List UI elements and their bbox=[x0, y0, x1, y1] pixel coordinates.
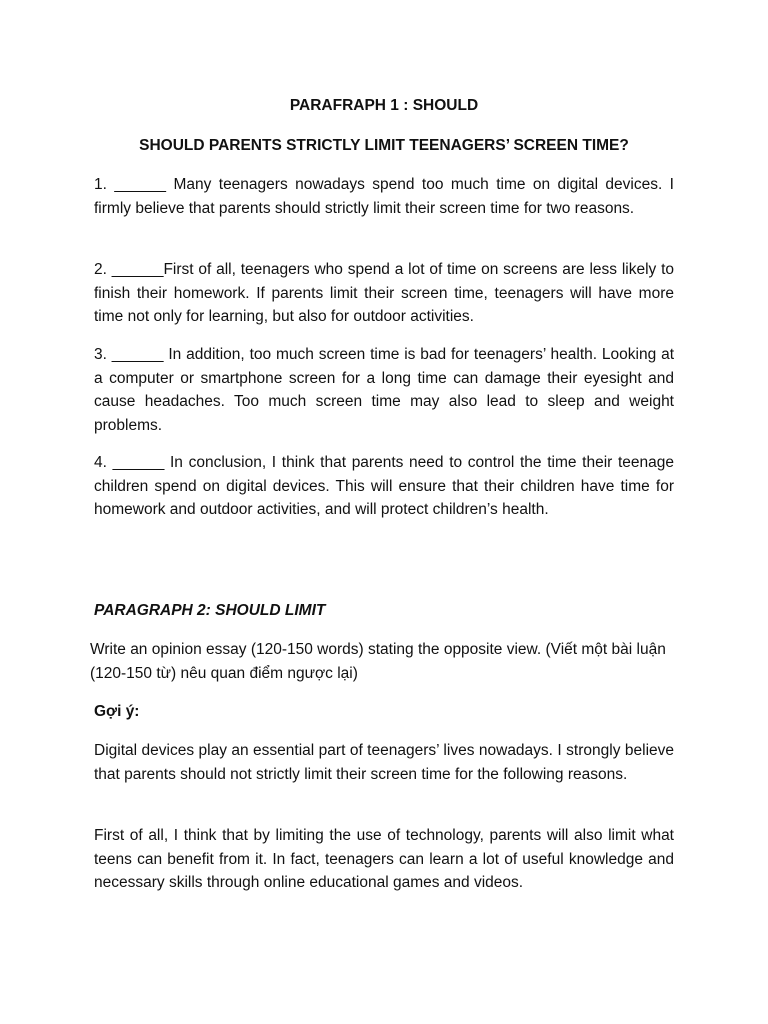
hint-label: Gợi ý: bbox=[94, 703, 140, 720]
paragraph-1-item-4: 4. ______ In conclusion, I think that parents need to control the time their teenage children spend on digital devices. This will ensure that their children have time for homework and outdoor activities, and will protect children’s health. bbox=[94, 454, 674, 518]
essay-question-title: SHOULD PARENTS STRICTLY LIMIT TEENAGERS’ SCREEN TIME? bbox=[139, 137, 629, 154]
paragraph-1-item-3: 3. ______ In addition, too much screen time is bad for teenagers’ health. Looking at a computer or smartphone screen for a long time can damage their eyesight and cause headaches. Too much screen time may also lead to sleep and weight problems. bbox=[94, 346, 674, 434]
section-2-title: PARAGRAPH 2: SHOULD LIMIT bbox=[94, 602, 326, 619]
paragraph-1-item-2: 2. ______First of all, teenagers who spend a lot of time on screens are less likely to finish their homework. If parents limit their screen time, teenagers will have more time not only for learning, but also for outdoor activities. bbox=[94, 261, 674, 325]
essay-instruction: Write an opinion essay (120-150 words) stating the opposite view. (Viết một bài luận (120-150 từ) nêu quan điểm ngược lại) bbox=[90, 641, 666, 682]
document-heading: PARAFRAPH 1 : SHOULD bbox=[289, 97, 479, 114]
hint-paragraph-1: Digital devices play an essential part of teenagers’ lives nowadays. I strongly believe that parents should not strictly limit their screen time for the following reasons. bbox=[94, 742, 674, 783]
hint-paragraph-2: First of all, I think that by limiting the use of technology, parents will also limit what teens can benefit from it. In fact, teenagers can learn a lot of useful knowledge and necessary skills through online educational games and videos. bbox=[94, 827, 674, 891]
paragraph-1-item-1: 1. ______ Many teenagers nowadays spend too much time on digital devices. I firmly believe that parents should strictly limit their screen time for two reasons. bbox=[94, 176, 674, 217]
